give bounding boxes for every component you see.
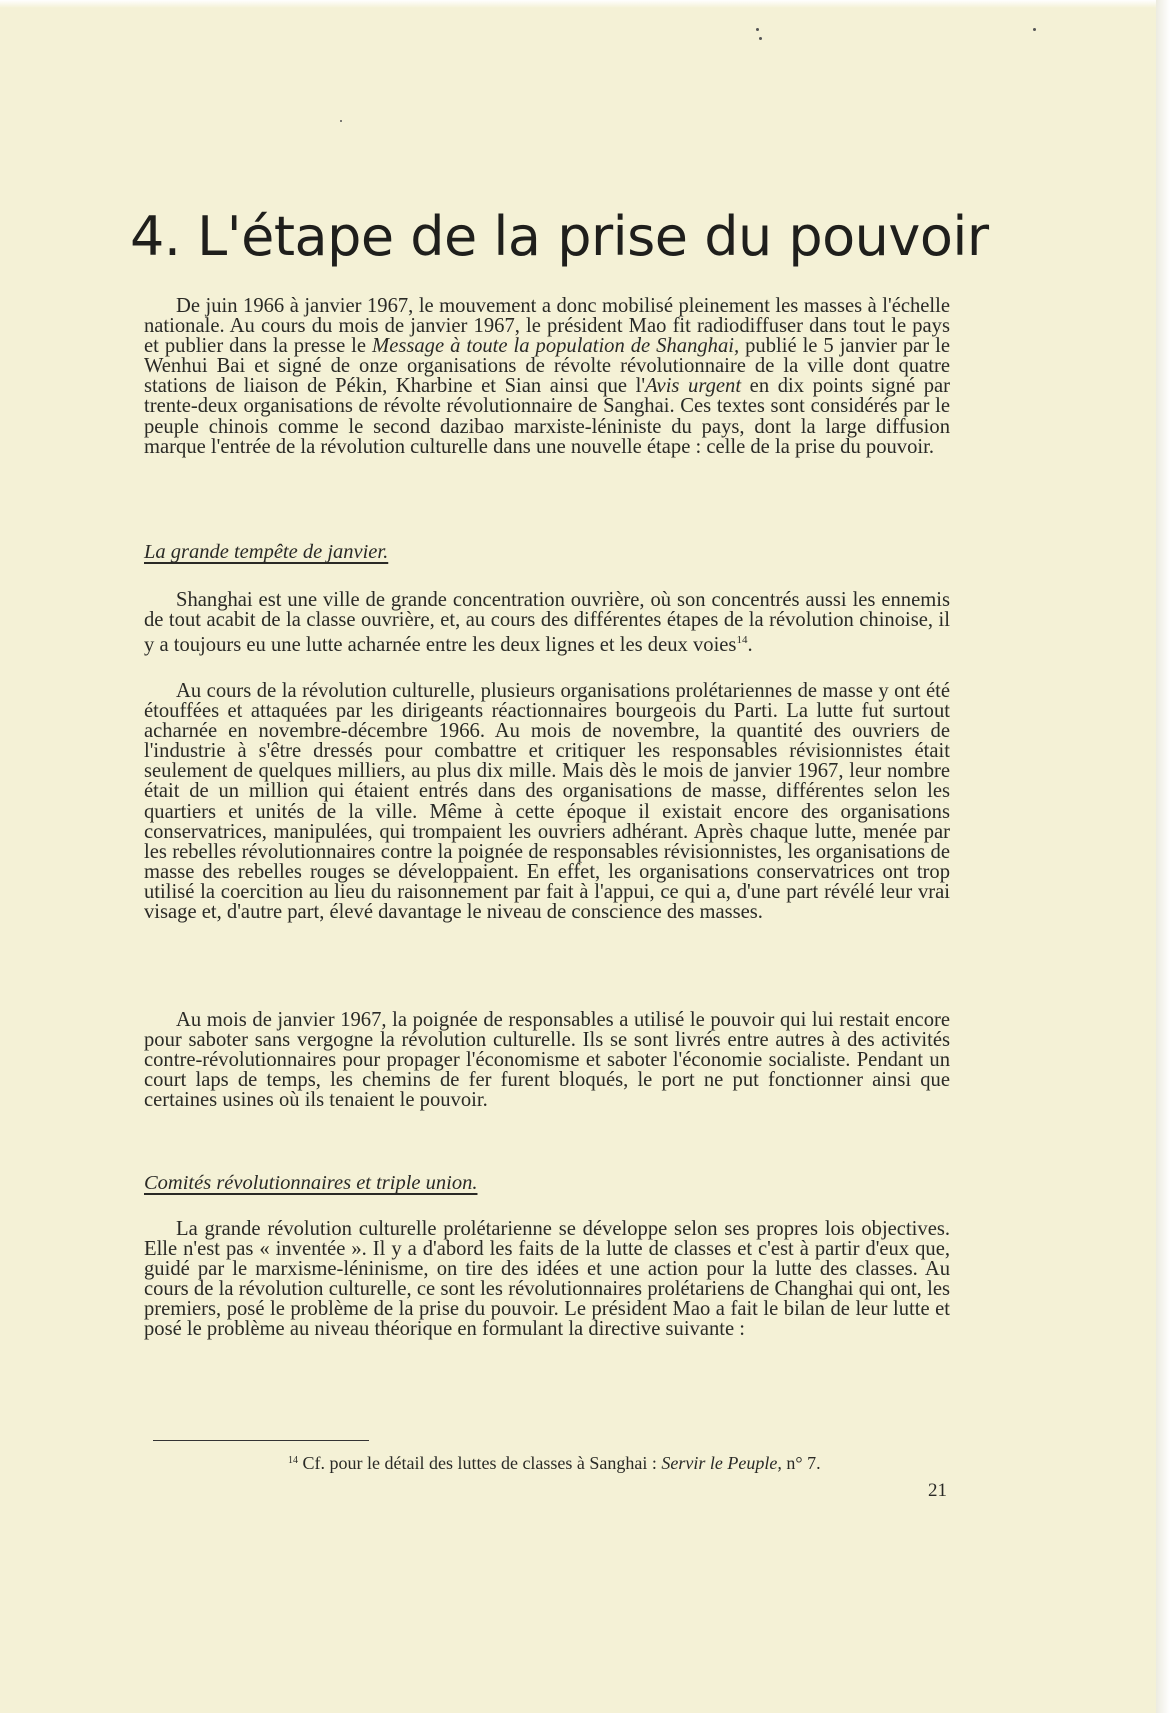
speck xyxy=(1033,28,1036,31)
page-right-edge xyxy=(1156,0,1170,1713)
footnote-text: Cf. pour le détail des luttes de classes à Sanghai : xyxy=(298,1453,662,1473)
footnote-rule xyxy=(153,1440,369,1441)
paragraph-text: De juin 1966 à janvier 1967, le mouvement a donc mobilisé pleinement les masses à l'échelle nationale. Au cours du mois de janvier 1967, le président Mao fit radiodiffuser dans tout le pays et publier dans la presse le xyxy=(144,295,950,358)
footnote-source: Servir le Peuple, xyxy=(661,1453,782,1473)
paragraph xyxy=(144,1010,950,1110)
paragraph-text: La grande révolution culturelle prolétarienne se développe selon ses propres lois objectives. Elle n'est pas « inventée ». Il y a d'abord les faits de la lutte de classes et c'est à partir d'eux que, guidé par le marxisme-léninisme, on tire des idées et une action pour la lutte des classes. Au cours de la révolution culturelle, ce sont les révolutionnaires prolétariens de Changhai qui ont, les premiers, posé le problème de la prise du pouvoir. Le président Mao a fait le bilan de leur lutte et posé le problème au niveau théorique en formulant la directive suivante : xyxy=(144,1218,950,1341)
speck xyxy=(756,28,759,31)
footnote-reference: 14 xyxy=(736,634,748,647)
paragraph-text: en dix points signé par trente-deux organisations de révolte révolutionnaire de Sanghai. Ces textes sont considérés par le peuple chinois comme le second dazibao marxiste-léniniste du pays, dont la large diffusion marque l'entrée de la révolution culturelle dans une nouvelle étape : celle de la prise du pouvoir. xyxy=(144,375,951,458)
paragraph-text: publié le 5 janvier par le Wenhui Bai et signé de onze organisations de révolte révolutionnaire de la ville dont quatre stations de liaison de Pékin, Kharbine et Sian ainsi que l' xyxy=(144,335,951,398)
footnote xyxy=(288,1450,821,1474)
paragraph xyxy=(144,681,950,922)
page-title: 4. L'étape de la prise du pouvoir xyxy=(130,205,989,268)
speck xyxy=(759,37,762,40)
footnote-marker: 14 xyxy=(288,1455,298,1466)
paragraph-text: Au cours de la révolution culturelle, plusieurs organisations prolétariennes de masse y ont été étouffées et attaquées par les dirigeants réactionnaires bourgeois du Parti. La lutte fut surtout acharnée en novembre-décembre 1966. Au mois de novembre, la quantité des ouvriers de l'industrie à s'être dressés pour combattre et critiquer les responsables révisionnistes était seulement de quelques milliers, au plus dix mille. Mais dès le mois de janvier 1967, leur nombre était de un million qui étaient entrés dans des organisations de masse, différentes selon les quartiers et unités de la ville. Même à cette époque il existait encore des organisations conservatrices, manipulées, qui trompaient les ouvriers adhérant. Après chaque lutte, menée par les rebelles révolutionnaires contre la poignée de responsables révisionnistes, les organisations de masse des rebelles rouges se développaient. En effet, les organisations conservatrices ont trop utilisé la coercition au lieu du raisonnement par fait à l'appui, ce qui a, d'une part révélé leur vrai visage et, d'autre part, élevé davantage le niveau de conscience des masses. xyxy=(144,680,950,924)
italic-title: Avis urgent xyxy=(645,375,742,398)
italic-title: Message à toute la population de Shanghai, xyxy=(372,335,740,358)
paragraph-text: . xyxy=(747,634,753,657)
paragraph xyxy=(144,296,950,457)
page-number: 21 xyxy=(928,1480,947,1501)
section-heading: La grande tempête de janvier. xyxy=(144,541,389,563)
footnote-issue: n° 7. xyxy=(781,1453,821,1473)
speck xyxy=(340,120,342,122)
paragraph-text: Au mois de janvier 1967, la poignée de responsables a utilisé le pouvoir qui lui restait encore pour saboter sans vergogne la révolution culturelle. Ils se sont livrés entre autres à des activités contre-révolutionnaires pour propager l'économisme et saboter l'économie socialiste. Pendant un court laps de temps, les chemins de fer furent bloqués, le port ne put fonctionner ainsi que certaines usines où ils tenaient le pouvoir. xyxy=(144,1009,950,1112)
paragraph xyxy=(144,590,950,655)
paragraph xyxy=(144,1219,950,1340)
paragraph-text: Shanghai est une ville de grande concentration ouvrière, où son concentrés aussi les ennemis de tout acabit de la classe ouvrière, et, au cours des différentes étapes de la révolution chinoise, il y a toujours eu une lutte acharnée entre les deux lignes et les deux voies xyxy=(144,589,950,657)
page-top-edge xyxy=(0,0,1170,8)
section-heading: Comités révolutionnaires et triple union. xyxy=(144,1172,478,1194)
